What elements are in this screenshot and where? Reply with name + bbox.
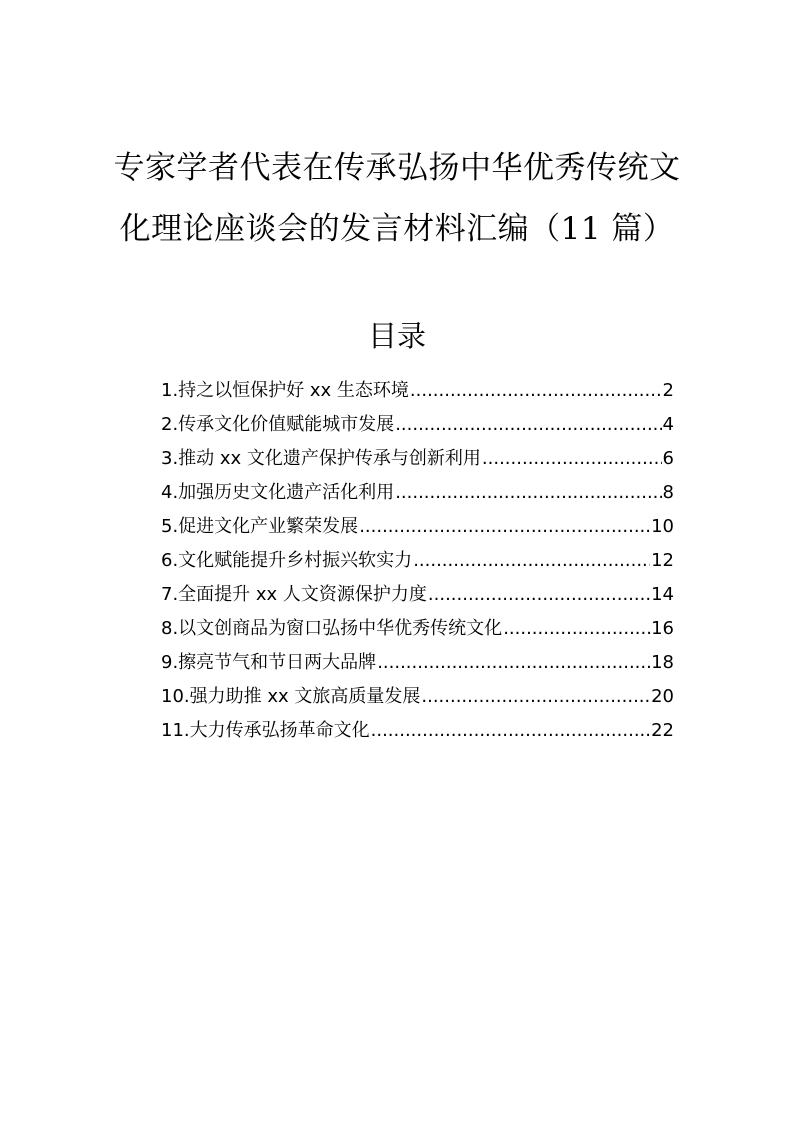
toc-item-7[interactable]	[161, 580, 674, 614]
toc-item-page: 16	[651, 618, 674, 639]
toc-item-6[interactable]	[161, 546, 674, 580]
toc-item-label: 7.全面提升 xx 人文资源保护力度	[161, 584, 427, 605]
toc-item-label: 5.促进文化产业繁荣发展	[161, 516, 359, 537]
toc-dot-leader	[410, 376, 662, 406]
toc-item-1[interactable]	[161, 376, 674, 410]
toc-item-page: 8	[662, 482, 674, 503]
toc-item-page: 18	[651, 652, 674, 673]
table-of-contents	[161, 376, 674, 750]
toc-item-page: 2	[662, 380, 674, 401]
toc-item-page: 20	[651, 686, 674, 707]
toc-item-10[interactable]	[161, 682, 674, 716]
toc-item-label: 2.传承文化价值赋能城市发展	[161, 414, 395, 435]
toc-dot-leader	[413, 546, 650, 576]
toc-item-label: 10.强力助推 xx 文旅高质量发展	[161, 686, 421, 707]
toc-item-page: 10	[651, 516, 674, 537]
toc-heading: 目录	[367, 319, 426, 353]
toc-dot-leader	[359, 512, 650, 542]
toc-dot-leader	[428, 580, 650, 610]
toc-item-11[interactable]	[161, 716, 674, 750]
toc-item-label: 9.擦亮节气和节日两大品牌	[161, 652, 377, 673]
toc-item-label: 6.文化赋能提升乡村振兴软实力	[161, 550, 413, 571]
toc-item-2[interactable]	[161, 410, 674, 444]
toc-item-3[interactable]	[161, 444, 674, 478]
toc-item-5[interactable]	[161, 512, 674, 546]
toc-item-label: 8.以文创商品为窗口弘扬中华优秀传统文化	[161, 618, 503, 639]
document-title-line-1: 专家学者代表在传承弘扬中华优秀传统文	[113, 150, 681, 186]
toc-item-page: 4	[662, 414, 674, 435]
toc-item-label: 3.推动 xx 文化遗产保护传承与创新利用	[161, 448, 481, 469]
toc-dot-leader	[395, 410, 661, 440]
toc-item-page: 14	[651, 584, 674, 605]
toc-item-page: 6	[662, 448, 674, 469]
toc-dot-leader	[377, 648, 650, 678]
toc-item-label: 11.大力传承弘扬革命文化	[161, 720, 370, 741]
toc-item-label: 1.持之以恒保护好 xx 生态环境	[161, 380, 409, 401]
toc-item-label: 4.加强历史文化遗产活化利用	[161, 482, 395, 503]
toc-dot-leader	[421, 682, 650, 712]
toc-dot-leader	[482, 444, 662, 474]
toc-item-4[interactable]	[161, 478, 674, 512]
toc-dot-leader	[371, 716, 650, 746]
toc-item-9[interactable]	[161, 648, 674, 682]
toc-item-page: 22	[651, 720, 674, 741]
toc-dot-leader	[395, 478, 661, 508]
document-title-line-2: 化理论座谈会的发言材料汇编（11 篇）	[119, 211, 675, 247]
toc-dot-leader	[503, 614, 650, 644]
toc-item-8[interactable]	[161, 614, 674, 648]
toc-item-page: 12	[651, 550, 674, 571]
